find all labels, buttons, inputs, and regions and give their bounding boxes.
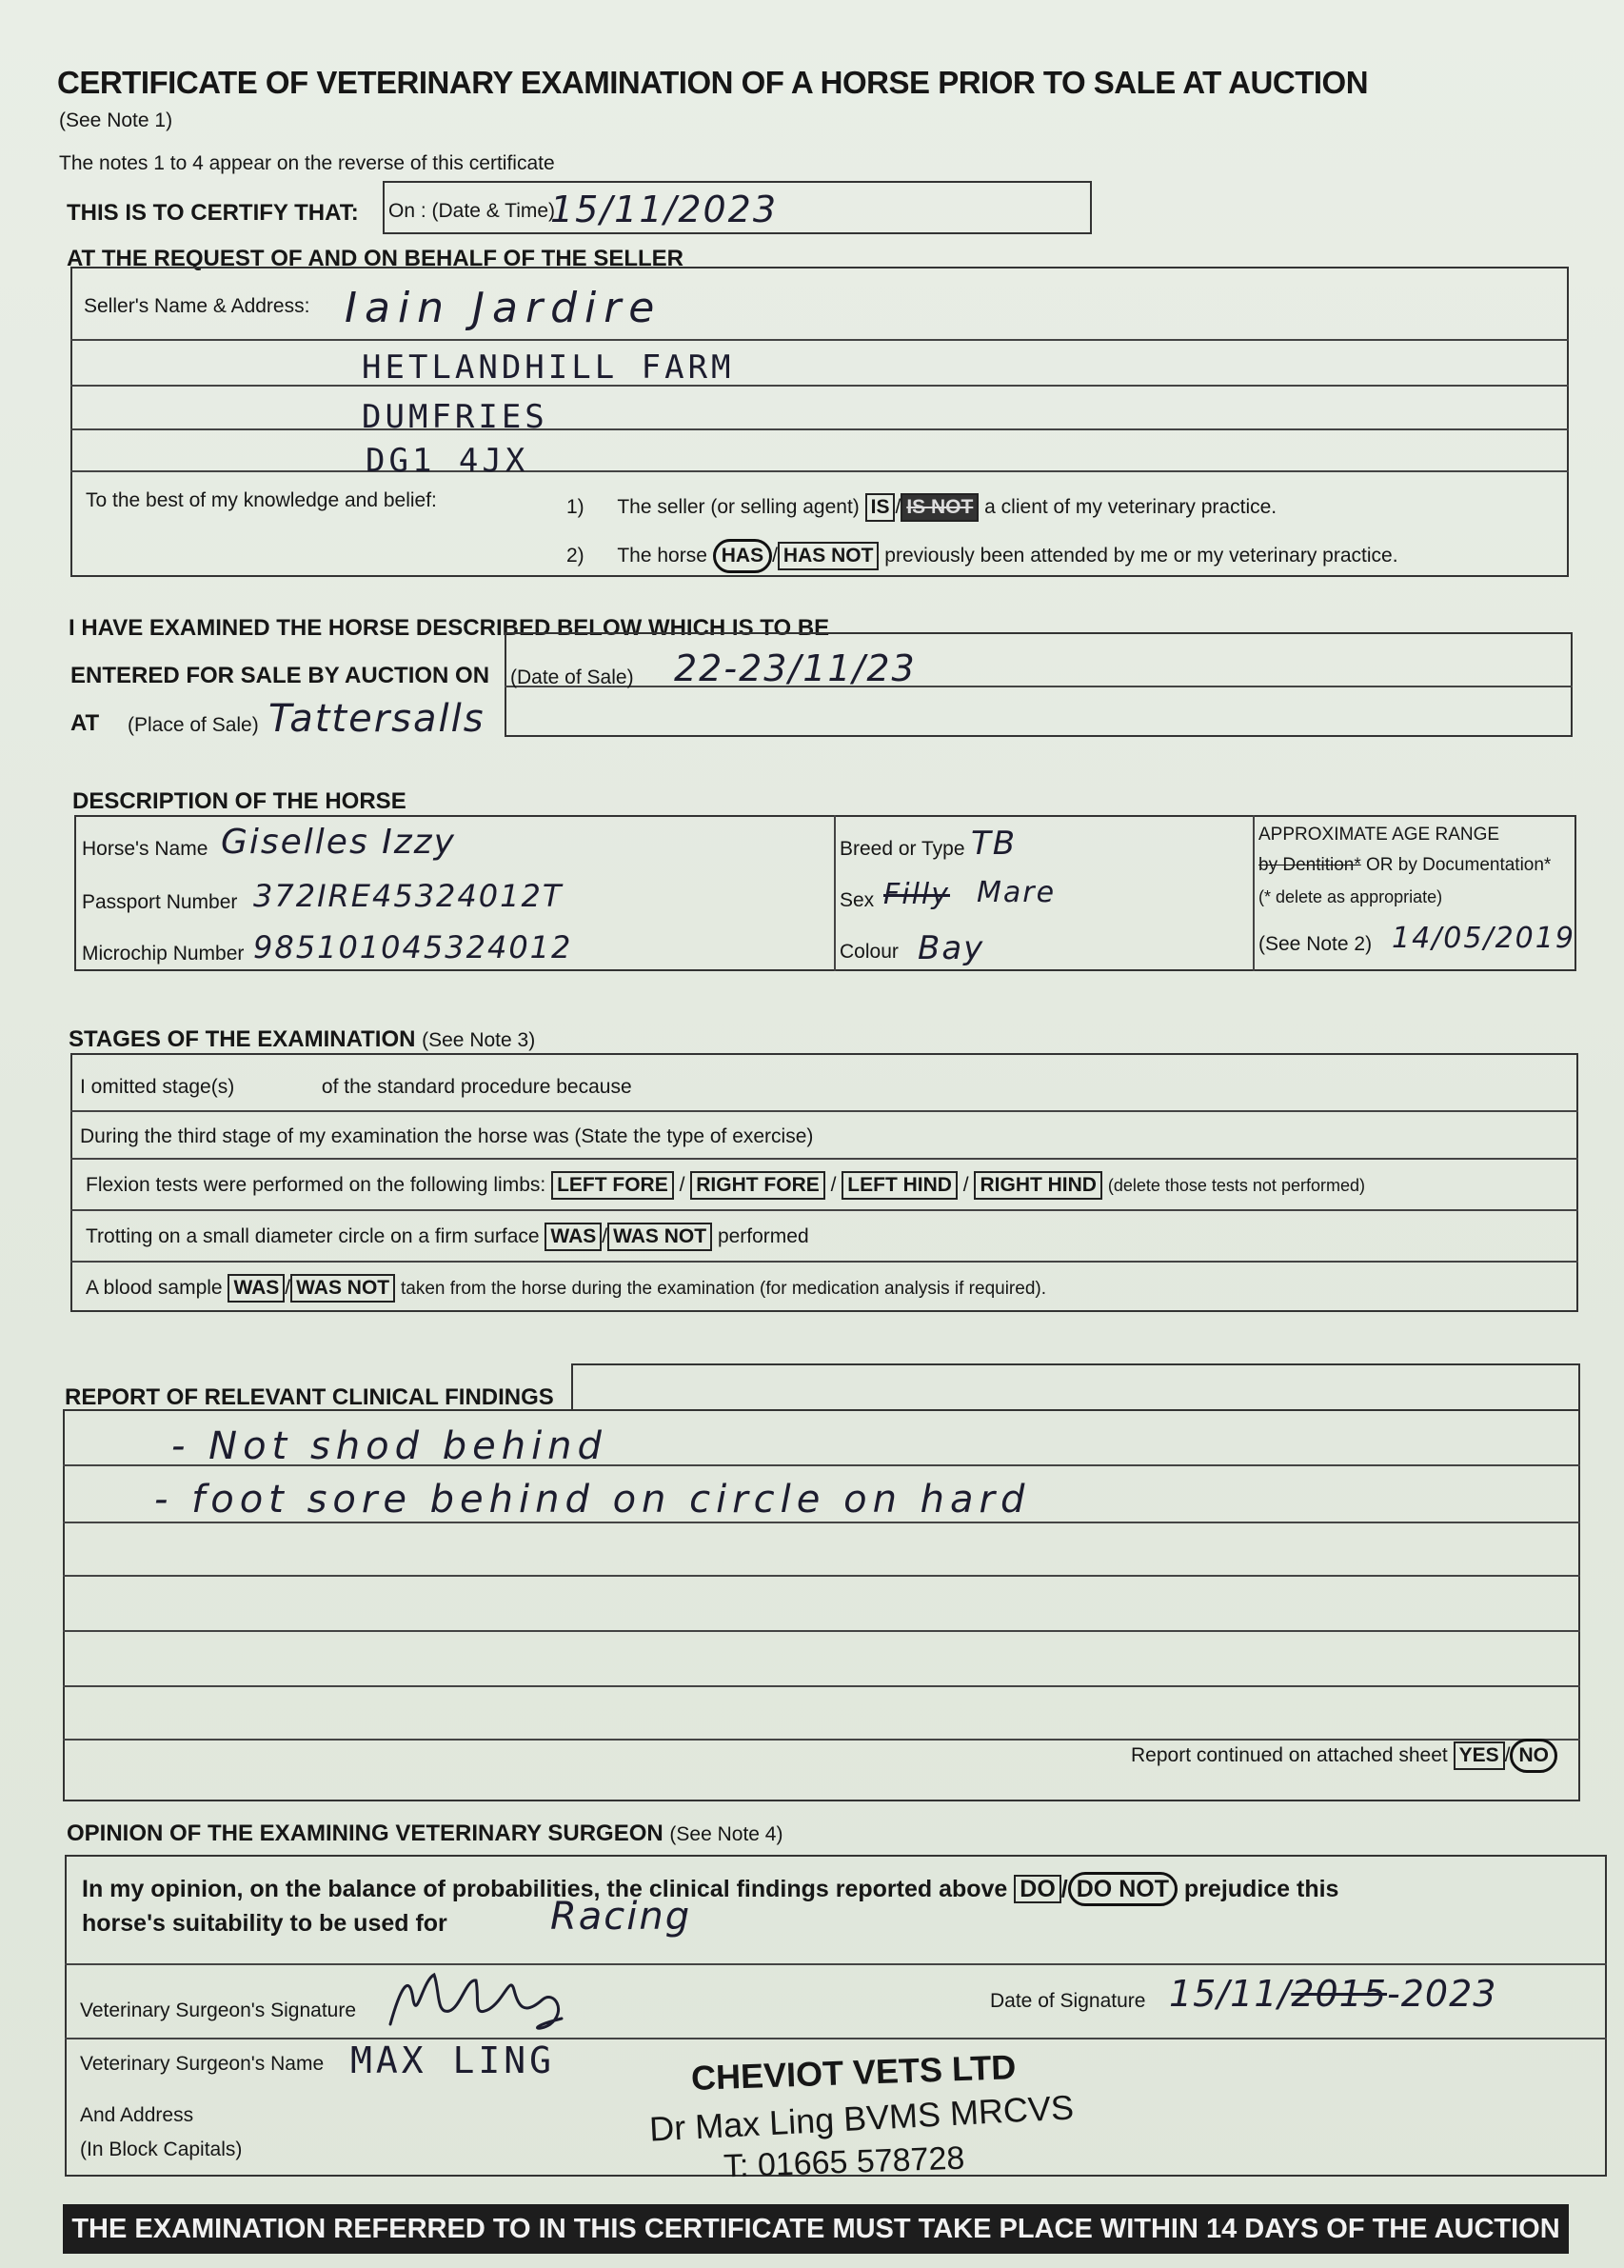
seller-rule — [70, 470, 1569, 472]
trot-row — [86, 1223, 809, 1251]
horse-name-label: Horse's Name — [82, 838, 208, 860]
opinion-donot-option-circled: DO NOT — [1068, 1872, 1178, 1906]
trot-post: performed — [717, 1225, 809, 1247]
passport-value: 372IRE45324012T — [253, 878, 564, 914]
right-hind-option: RIGHT HIND — [974, 1171, 1102, 1200]
seller-address-2: DUMFRIES — [362, 398, 548, 436]
age-title: APPROXIMATE AGE RANGE — [1258, 825, 1500, 845]
flexion-row — [86, 1171, 1365, 1200]
sale-date-label: (Date of Sale) — [510, 666, 634, 688]
finding-line-2: - foot sore behind on circle on hard — [154, 1478, 1031, 1522]
horse-divider — [834, 815, 836, 971]
stamp-phone: T: 01665 578728 — [723, 2139, 965, 2185]
omitted-post: of the standard procedure because — [321, 1076, 632, 1098]
q1-pre: The seller (or selling agent) — [617, 496, 860, 518]
q1-is-option: IS — [865, 493, 896, 522]
opinion-text-post: prejudice this — [1183, 1876, 1339, 1902]
address-label: And Address — [80, 2104, 194, 2126]
horse-name-value: Giselles Izzy — [221, 823, 456, 862]
continued-yes-option: YES — [1454, 1741, 1505, 1770]
opinion-title-note: (See Note 4) — [669, 1823, 783, 1845]
date-signature-row — [1169, 1973, 1496, 2015]
date-signature-value: 15/11/ — [1169, 1973, 1292, 2015]
q1-sep: / — [895, 496, 901, 518]
seller-label: Seller's Name & Address: — [84, 295, 310, 317]
slash: / — [1060, 1876, 1068, 1902]
entered-label: ENTERED FOR SALE BY AUCTION ON — [70, 663, 490, 688]
report-continued-row — [1131, 1739, 1557, 1773]
findings-header-box — [571, 1363, 1580, 1409]
q2-hasnot-option: HAS NOT — [778, 542, 880, 570]
stages-title-row — [69, 1026, 535, 1053]
flexion-post: (delete those tests not performed) — [1107, 1176, 1365, 1195]
omitted-row — [80, 1076, 632, 1099]
sale-box — [505, 632, 1573, 737]
report-continued-label: Report continued on attached sheet — [1131, 1744, 1448, 1766]
stages-title: STAGES OF THE EXAMINATION — [69, 1026, 416, 1052]
opinion-title-row — [67, 1820, 782, 1847]
age-dentition-struck: by Dentition* — [1258, 855, 1361, 875]
blood-post: taken from the horse during the examination (for medication analysis if required). — [400, 1279, 1046, 1299]
slash: / — [962, 1174, 969, 1196]
examined-label: I HAVE EXAMINED THE HORSE DESCRIBED BELOW WHICH IS TO BE — [69, 615, 830, 641]
stages-rule — [70, 1261, 1578, 1263]
microchip-label: Microchip Number — [82, 943, 245, 965]
notes-line: The notes 1 to 4 appear on the reverse of this certificate — [59, 152, 555, 174]
colour-value: Bay — [918, 929, 985, 967]
q2-pre: The horse — [617, 545, 707, 567]
age-or-documentation: OR by Documentation* — [1366, 855, 1552, 875]
q1-num: 1) — [566, 496, 584, 518]
q1-post: a client of my veterinary practice. — [984, 496, 1277, 518]
signature-scribble-icon — [381, 1961, 609, 2038]
third-stage-text: During the third stage of my examination the horse was (State the type of exercise) — [80, 1125, 814, 1147]
trot-was-option: WAS — [545, 1223, 602, 1251]
opinion-text-row — [82, 1872, 1338, 1906]
place-value: Tattersalls — [268, 697, 485, 741]
breed-label: Breed or Type — [840, 838, 965, 860]
request-label: AT THE REQUEST OF AND ON BEHALF OF THE SELLER — [67, 246, 683, 271]
stages-title-note: (See Note 3) — [422, 1029, 536, 1051]
blood-was-option: WAS — [228, 1274, 285, 1303]
passport-label: Passport Number — [82, 891, 238, 913]
opinion-line-2: horse's suitability to be used for — [82, 1910, 447, 1937]
stages-rule — [70, 1158, 1578, 1160]
seller-rule — [70, 428, 1569, 430]
seller-address-3: DG1 4JX — [366, 442, 529, 480]
q2-post: previously been attended by me or my veterinary practice. — [884, 545, 1398, 567]
opinion-text-pre: In my opinion, on the balance of probabilities, the clinical findings reported above — [82, 1876, 1008, 1902]
q2-has-option-circled: HAS — [713, 539, 772, 573]
slash: / — [679, 1174, 685, 1196]
see-note-1: (See Note 1) — [59, 109, 173, 131]
colour-label: Colour — [840, 941, 899, 963]
age-delete-note: (* delete as appropriate) — [1258, 887, 1443, 906]
age-see-note: (See Note 2) — [1258, 933, 1373, 955]
trot-wasnot-option: WAS NOT — [607, 1223, 712, 1251]
slash: / — [285, 1277, 291, 1299]
right-fore-option: RIGHT FORE — [690, 1171, 825, 1200]
findings-rule — [63, 1685, 1580, 1687]
address-sub-label: (In Block Capitals) — [80, 2139, 243, 2160]
finding-line-1: - Not shod behind — [171, 1424, 607, 1468]
seller-address-1: HETLANDHILL FARM — [362, 348, 735, 387]
slash: / — [602, 1225, 608, 1247]
left-fore-option: LEFT FORE — [551, 1171, 674, 1200]
blood-pre: A blood sample — [86, 1277, 223, 1299]
blood-wasnot-option: WAS NOT — [290, 1274, 395, 1303]
sale-rule — [505, 686, 1573, 687]
on-label: On : (Date & Time) — [388, 200, 556, 222]
certificate-title: CERTIFICATE OF VETERINARY EXAMINATION OF A HORSE PRIOR TO SALE AT AUCTION — [57, 65, 1369, 100]
vet-name-label: Veterinary Surgeon's Name — [80, 2053, 325, 2075]
horse-section-title: DESCRIPTION OF THE HORSE — [72, 788, 406, 814]
at-label: AT — [70, 710, 100, 736]
left-hind-option: LEFT HIND — [842, 1171, 958, 1200]
slash: / — [1504, 1744, 1511, 1766]
stages-rule — [70, 1110, 1578, 1112]
q2-num: 2) — [566, 545, 584, 567]
flexion-pre: Flexion tests were performed on the following limbs: — [86, 1174, 546, 1196]
seller-rule — [70, 339, 1569, 341]
signature-label: Veterinary Surgeon's Signature — [80, 1999, 357, 2021]
footer-banner: THE EXAMINATION REFERRED TO IN THIS CERTIFICATE MUST TAKE PLACE WITHIN 14 DAYS OF THE AUCTION — [63, 2204, 1569, 2254]
q1-isnot-option-struck: IS NOT — [901, 493, 979, 522]
sex-struck-value: Filly — [883, 878, 951, 911]
continued-no-option-circled: NO — [1510, 1739, 1557, 1773]
q1-row — [566, 493, 1277, 522]
age-value: 14/05/2019 — [1392, 922, 1575, 955]
date-signature-struck-year: 2015 — [1291, 1973, 1388, 2015]
horse-divider — [1253, 815, 1255, 971]
trot-pre: Trotting on a small diameter circle on a firm surface — [86, 1225, 540, 1247]
opinion-title: OPINION OF THE EXAMINING VETERINARY SURGEON — [67, 1820, 663, 1846]
findings-rule — [63, 1630, 1580, 1632]
age-method-row — [1258, 855, 1551, 876]
date-signature-year: -2023 — [1387, 1973, 1497, 2015]
vet-name-value: MAX LING — [350, 2039, 556, 2081]
seller-rule — [70, 385, 1569, 387]
exam-date-value: 15/11/2023 — [550, 189, 779, 230]
slash: / — [830, 1174, 837, 1196]
opinion-rule — [65, 2038, 1607, 2039]
stamp-vet: Dr Max Ling BVMS MRCVS — [648, 2087, 1075, 2149]
breed-value: TB — [971, 825, 1018, 863]
findings-rule — [63, 1522, 1580, 1523]
sale-date-value: 22-23/11/23 — [674, 647, 917, 689]
use-value: Racing — [550, 1895, 692, 1939]
seller-name: Iain Jardire — [345, 284, 663, 332]
opinion-rule — [65, 1963, 1607, 1965]
blood-row — [86, 1274, 1046, 1303]
date-signature-label: Date of Signature — [990, 1990, 1146, 2012]
knowledge-label: To the best of my knowledge and belief: — [86, 489, 437, 511]
q2-sep: / — [772, 545, 778, 567]
certify-label: THIS IS TO CERTIFY THAT: — [67, 200, 359, 226]
opinion-do-option: DO — [1014, 1875, 1061, 1903]
place-label: (Place of Sale) — [128, 714, 259, 736]
stages-rule — [70, 1209, 1578, 1211]
findings-rule — [63, 1575, 1580, 1577]
stamp-practice: CHEVIOT VETS LTD — [690, 2047, 1017, 2098]
sex-label: Sex — [840, 889, 875, 911]
microchip-value: 985101045324012 — [253, 929, 573, 965]
q2-row — [566, 539, 1398, 573]
omitted-pre: I omitted stage(s) — [80, 1076, 235, 1098]
findings-title: REPORT OF RELEVANT CLINICAL FINDINGS — [65, 1384, 554, 1410]
sex-value: Mare — [977, 876, 1057, 909]
